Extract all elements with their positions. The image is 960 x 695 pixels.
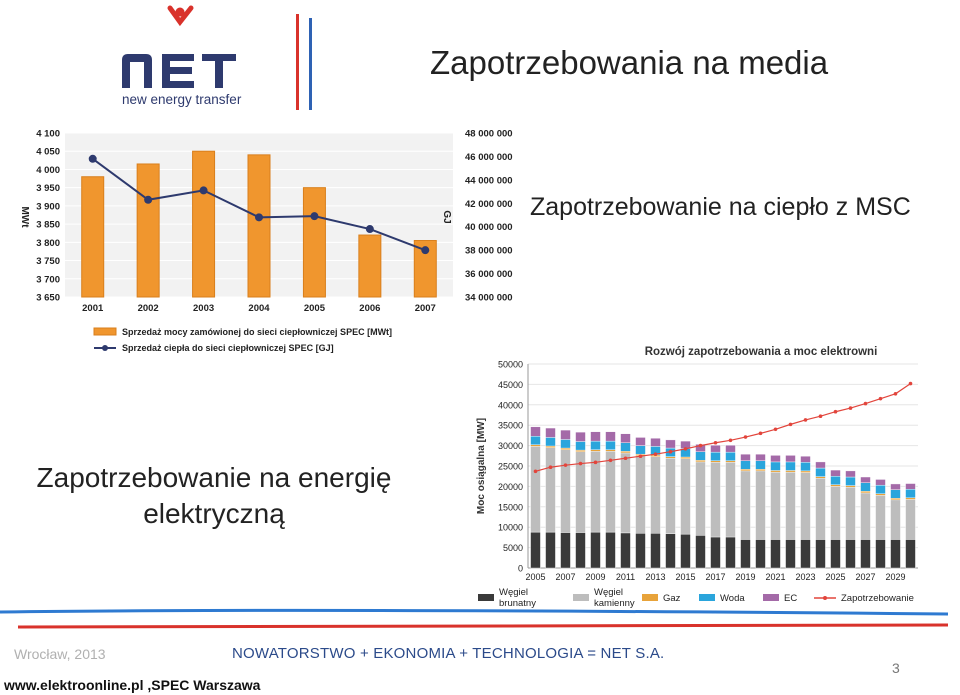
- stacked-bar-segment: [741, 469, 751, 471]
- stacked-bar-segment: [891, 500, 901, 540]
- stacked-bar-segment: [576, 533, 586, 568]
- x-tick-label: 2007: [555, 572, 576, 582]
- stacked-bar-segment: [726, 445, 736, 452]
- x-tick-label: 2013: [645, 572, 666, 582]
- demand-point: [864, 402, 868, 406]
- heat-demand-label: Zapotrzebowanie na ciepło z MSC: [530, 193, 911, 221]
- stacked-bar-segment: [846, 487, 856, 539]
- demand-point: [894, 392, 898, 396]
- y-tick-label: 3 900: [36, 201, 60, 213]
- stacked-bar-segment: [666, 440, 676, 448]
- y-tick-label: 3 650: [36, 292, 60, 304]
- x-tick-label: 2025: [825, 572, 846, 582]
- stacked-bar-segment: [636, 437, 646, 445]
- stacked-bar-segment: [816, 539, 826, 568]
- y2-tick-label: 34 000 000: [465, 292, 513, 304]
- legend-label-line2: brunatny: [499, 598, 536, 609]
- source-url: www.elektroonline.pl ,SPEC Warszawa: [4, 677, 261, 693]
- demand-point: [684, 447, 688, 451]
- net-logo: [118, 0, 248, 110]
- stacked-bar-segment: [531, 445, 541, 447]
- line-point: [89, 155, 97, 163]
- stacked-bar-segment: [741, 471, 751, 540]
- stacked-bar-segment: [906, 489, 916, 498]
- y-tick-label: 3 750: [36, 256, 60, 268]
- stacked-bar-segment: [816, 468, 826, 477]
- stacked-bar-segment: [861, 493, 871, 540]
- stacked-bar-segment: [771, 539, 781, 568]
- demand-point: [714, 441, 718, 445]
- y-tick-label: 10000: [497, 522, 523, 533]
- heat-sales-chart: [10, 120, 530, 358]
- stacked-bar-segment: [756, 471, 766, 540]
- stacked-bar-segment: [891, 484, 901, 490]
- legend-label: EC: [784, 593, 798, 604]
- y-tick-label: 40000: [497, 400, 523, 411]
- page-number: 3: [892, 660, 900, 676]
- x-tick-label: 2001: [82, 303, 104, 314]
- stacked-bar-segment: [531, 446, 541, 532]
- legend-swatch: [573, 594, 589, 601]
- stacked-bar-segment: [546, 448, 556, 532]
- y2-tick-label: 46 000 000: [465, 151, 513, 163]
- legend-label-line1: Węgiel: [594, 587, 624, 598]
- stacked-bar-segment: [786, 455, 796, 462]
- x-tick-label: 2003: [193, 303, 215, 314]
- stacked-bar-segment: [756, 539, 766, 568]
- stacked-bar-segment: [726, 461, 736, 463]
- stacked-bar-segment: [681, 459, 691, 534]
- stacked-bar-segment: [771, 462, 781, 471]
- demand-point: [819, 414, 823, 418]
- y-tick-label: 50000: [497, 359, 523, 370]
- legend-label: Gaz: [663, 593, 681, 604]
- stacked-bar-segment: [621, 443, 631, 452]
- stacked-bar-segment: [606, 532, 616, 568]
- stacked-bar-segment: [621, 453, 631, 533]
- stacked-bar-segment: [846, 471, 856, 477]
- stacked-bar-segment: [636, 456, 646, 534]
- stacked-bar-segment: [756, 469, 766, 471]
- line-point: [255, 213, 263, 221]
- stacked-bar-segment: [621, 434, 631, 443]
- line-point: [421, 246, 429, 254]
- stacked-bar-segment: [591, 532, 601, 568]
- demand-point: [729, 438, 733, 442]
- stacked-bar-segment: [711, 537, 721, 568]
- electricity-demand-label: [36, 460, 392, 532]
- y-tick-label: 20000: [497, 481, 523, 492]
- stacked-bar-segment: [546, 532, 556, 568]
- stacked-bar-segment: [816, 478, 826, 539]
- stacked-bar-segment: [621, 533, 631, 568]
- x-tick-label: 2005: [303, 303, 325, 314]
- demand-point: [774, 427, 778, 431]
- stacked-bar-segment: [606, 441, 616, 450]
- demand-point: [624, 456, 628, 460]
- y-axis-label: MWt: [19, 206, 30, 228]
- demand-point: [849, 406, 853, 410]
- stacked-bar-segment: [861, 539, 871, 568]
- stacked-bar-segment: [546, 428, 556, 437]
- y-tick-label: 4 100: [36, 128, 60, 140]
- y-tick-label: 35000: [497, 420, 523, 431]
- footer-slogan: NOWATORSTWO + EKONOMIA + TECHNOLOGIA = NET S.A.: [232, 645, 665, 662]
- x-tick-label: 2021: [765, 572, 786, 582]
- stacked-bar-segment: [696, 462, 706, 535]
- legend-swatch-point: [823, 596, 827, 600]
- stacked-bar-segment: [636, 533, 646, 568]
- power-capacity-chart: [456, 338, 946, 613]
- electricity-demand-label-line2: elektryczną: [143, 498, 285, 529]
- legend-swatch: [763, 594, 779, 601]
- y2-axis-label: GJ: [441, 210, 452, 224]
- stacked-bar-segment: [681, 534, 691, 568]
- stacked-bar-segment: [606, 451, 616, 532]
- stacked-bar-segment: [771, 470, 781, 472]
- stacked-bar-segment: [651, 457, 661, 534]
- chart-title: Rozwój zapotrzebowania a moc elektrowni: [644, 346, 878, 358]
- x-tick-label: 2027: [855, 572, 876, 582]
- stacked-bar-segment: [876, 495, 886, 539]
- legend-swatch: [642, 594, 658, 601]
- stacked-bar-segment: [741, 461, 751, 470]
- x-tick-label: 2029: [885, 572, 906, 582]
- y-tick-label: 0: [517, 563, 523, 574]
- stacked-bar-segment: [876, 485, 886, 494]
- footer-divider: [0, 606, 960, 634]
- demand-point: [639, 454, 643, 458]
- demand-point: [549, 465, 553, 469]
- demand-point: [579, 462, 583, 466]
- stacked-bar-segment: [576, 450, 586, 452]
- stacked-bar-segment: [756, 454, 766, 461]
- demand-point: [834, 410, 838, 414]
- y2-tick-label: 42 000 000: [465, 198, 513, 210]
- y-tick-label: 4 050: [36, 146, 60, 158]
- line-point: [366, 225, 374, 233]
- bar: [303, 188, 325, 297]
- stacked-bar-segment: [801, 473, 811, 540]
- stacked-bar-segment: [846, 539, 856, 568]
- bar: [359, 235, 381, 297]
- logo-mark-icon: [170, 8, 191, 23]
- stacked-bar-segment: [546, 446, 556, 448]
- demand-point: [699, 444, 703, 448]
- y-tick-label: 5000: [502, 543, 523, 554]
- stacked-bar-segment: [906, 499, 916, 539]
- y-tick-label: 3 950: [36, 183, 60, 195]
- y2-tick-label: 48 000 000: [465, 128, 513, 140]
- y-tick-label: 4 000: [36, 164, 60, 176]
- x-tick-label: 2023: [795, 572, 816, 582]
- y-tick-label: 15000: [497, 502, 523, 513]
- stacked-bar-segment: [561, 448, 571, 450]
- stacked-bar-segment: [891, 539, 901, 568]
- stacked-bar-segment: [831, 486, 841, 539]
- demand-point: [609, 458, 613, 462]
- stacked-bar-segment: [711, 452, 721, 461]
- demand-point: [564, 463, 568, 467]
- x-tick-label: 2004: [248, 303, 270, 314]
- stacked-bar-segment: [696, 460, 706, 462]
- stacked-bar-segment: [696, 535, 706, 568]
- stacked-bar-segment: [651, 533, 661, 568]
- stacked-bar-segment: [786, 470, 796, 472]
- stacked-bar-segment: [861, 477, 871, 483]
- stacked-bar-segment: [876, 539, 886, 568]
- y2-tick-label: 40 000 000: [465, 222, 513, 234]
- stacked-bar-segment: [816, 477, 826, 479]
- demand-point: [804, 418, 808, 422]
- stacked-bar-segment: [531, 427, 541, 436]
- demand-point: [654, 452, 658, 456]
- stacked-bar-segment: [591, 441, 601, 450]
- stacked-bar-segment: [891, 490, 901, 499]
- stacked-bar-segment: [711, 461, 721, 463]
- x-tick-label: 2007: [414, 303, 436, 314]
- bar: [193, 151, 215, 297]
- stacked-bar-segment: [801, 471, 811, 473]
- demand-point: [534, 470, 538, 474]
- stacked-bar-segment: [786, 462, 796, 471]
- bar: [248, 155, 270, 297]
- demand-point: [744, 435, 748, 439]
- stacked-bar-segment: [786, 472, 796, 539]
- stacked-bar-segment: [846, 477, 856, 486]
- legend-label: Sprzedaż ciepła do sieci ciepłowniczej SPEC [GJ]: [122, 343, 334, 353]
- electricity-demand-label-line1: Zapotrzebowanie na energię: [36, 462, 392, 493]
- stacked-bar-segment: [771, 472, 781, 539]
- decorative-vertical-bars: [292, 14, 322, 110]
- y2-tick-label: 38 000 000: [465, 245, 513, 257]
- stacked-bar-segment: [906, 484, 916, 490]
- stacked-bar-segment: [696, 452, 706, 461]
- stacked-bar-segment: [681, 457, 691, 459]
- x-tick-label: 2011: [615, 572, 636, 582]
- legend-label-line2: kamienny: [594, 598, 635, 609]
- y-tick-label: 25000: [497, 461, 523, 472]
- demand-point: [759, 432, 763, 436]
- stacked-bar-segment: [531, 436, 541, 445]
- stacked-bar-segment: [801, 539, 811, 568]
- stacked-bar-segment: [576, 442, 586, 451]
- x-tick-label: 2017: [705, 572, 726, 582]
- y-tick-label: 30000: [497, 441, 523, 452]
- line-point: [200, 186, 208, 194]
- demand-point: [789, 423, 793, 427]
- legend-swatch: [699, 594, 715, 601]
- stacked-bar-segment: [786, 539, 796, 568]
- stacked-bar-segment: [561, 450, 571, 533]
- stacked-bar-segment: [876, 479, 886, 485]
- y-tick-label: 3 800: [36, 237, 60, 249]
- stacked-bar-segment: [831, 476, 841, 485]
- y-axis-label: Moc osiągalna [MW]: [476, 417, 487, 515]
- stacked-bar-segment: [906, 539, 916, 568]
- y-tick-label: 45000: [497, 379, 523, 390]
- stacked-bar-segment: [876, 494, 886, 496]
- stacked-bar-segment: [561, 533, 571, 568]
- x-tick-label: 2015: [675, 572, 696, 582]
- stacked-bar-segment: [801, 462, 811, 471]
- logo-wordmark-letters: [122, 54, 236, 88]
- x-tick-label: 2005: [525, 572, 546, 582]
- stacked-bar-segment: [591, 450, 601, 452]
- stacked-bar-segment: [741, 454, 751, 461]
- stacked-bar-segment: [891, 498, 901, 500]
- x-tick-label: 2009: [585, 572, 606, 582]
- stacked-bar-segment: [726, 462, 736, 537]
- demand-point: [594, 461, 598, 465]
- slide-title: Zapotrzebowania na media: [430, 44, 829, 81]
- stacked-bar-segment: [636, 446, 646, 455]
- stacked-bar-segment: [816, 462, 826, 468]
- stacked-bar-segment: [666, 534, 676, 568]
- stacked-bar-segment: [861, 491, 871, 493]
- stacked-bar-segment: [531, 532, 541, 568]
- stacked-bar-segment: [666, 457, 676, 459]
- stacked-bar-segment: [831, 470, 841, 476]
- line-point: [310, 212, 318, 220]
- legend-label-line1: Węgiel: [499, 587, 529, 598]
- x-tick-label: 2019: [735, 572, 756, 582]
- stacked-bar-segment: [546, 437, 556, 446]
- logo-tagline: new energy transfer: [122, 92, 242, 107]
- stacked-bar-segment: [561, 430, 571, 439]
- stacked-bar-segment: [606, 432, 616, 441]
- stacked-bar-segment: [711, 462, 721, 537]
- stacked-bar-segment: [561, 439, 571, 448]
- stacked-bar-segment: [726, 452, 736, 461]
- line-point: [144, 196, 152, 204]
- stacked-bar-segment: [831, 485, 841, 487]
- bar: [137, 164, 159, 297]
- legend-label: Woda: [720, 593, 745, 604]
- stacked-bar-segment: [651, 438, 661, 446]
- stacked-bar-segment: [756, 461, 766, 470]
- stacked-bar-segment: [711, 445, 721, 452]
- stacked-bar-segment: [741, 539, 751, 568]
- stacked-bar-segment: [861, 483, 871, 492]
- legend-swatch-point: [102, 345, 108, 351]
- stacked-bar-segment: [621, 451, 631, 453]
- x-tick-label: 2002: [137, 303, 159, 314]
- y-tick-label: 3 850: [36, 219, 60, 231]
- x-tick-label: 2006: [359, 303, 381, 314]
- stacked-bar-segment: [606, 450, 616, 452]
- demand-point: [909, 382, 913, 386]
- stacked-bar-segment: [666, 458, 676, 533]
- stacked-bar-segment: [831, 539, 841, 568]
- bar: [82, 177, 104, 297]
- stacked-bar-segment: [591, 432, 601, 441]
- stacked-bar-segment: [771, 455, 781, 462]
- demand-point: [879, 397, 883, 401]
- legend-swatch-bar: [94, 328, 116, 335]
- stacked-bar-segment: [906, 498, 916, 500]
- stacked-bar-segment: [726, 537, 736, 568]
- stacked-bar-segment: [801, 456, 811, 462]
- demand-point: [669, 450, 673, 454]
- y-tick-label: 3 700: [36, 274, 60, 286]
- footer-city-date: Wrocław, 2013: [14, 646, 106, 662]
- legend-swatch: [478, 594, 494, 601]
- y2-tick-label: 44 000 000: [465, 175, 513, 187]
- stacked-bar-segment: [846, 486, 856, 488]
- legend-label: Zapotrzebowanie: [841, 593, 914, 604]
- y2-tick-label: 36 000 000: [465, 269, 513, 281]
- stacked-bar-segment: [576, 432, 586, 441]
- legend-label: Sprzedaż mocy zamówionej do sieci ciepłowniczej SPEC [MWt]: [122, 327, 393, 337]
